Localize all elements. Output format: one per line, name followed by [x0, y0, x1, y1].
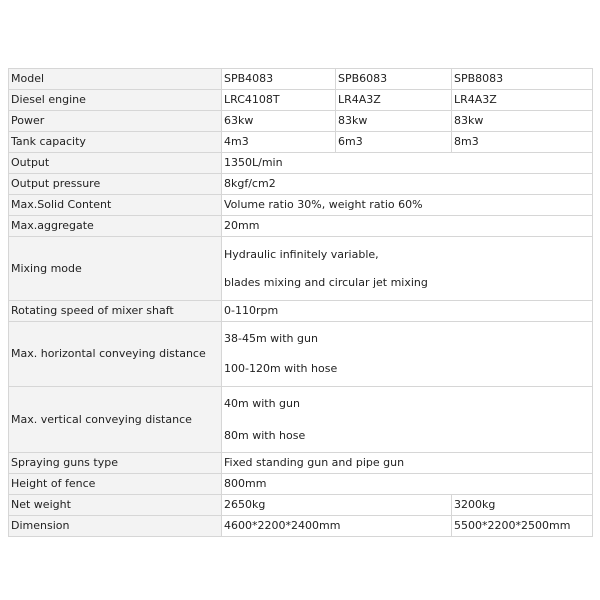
- mixing-mode-label: Mixing mode: [9, 237, 222, 301]
- mixing-mode-value: [222, 237, 593, 301]
- mixing-mode-line-1: Hydraulic infinitely variable,: [224, 247, 379, 261]
- max-horizontal-value: [222, 322, 593, 387]
- diesel-engine-col3: LR4A3Z: [452, 90, 593, 111]
- power-col2: 83kw: [336, 111, 452, 132]
- rotating-speed-label: Rotating speed of mixer shaft: [9, 301, 222, 322]
- model-label: Model: [9, 69, 222, 90]
- model-spb6083: SPB6083: [336, 69, 452, 90]
- table-row-output-pressure: [9, 174, 593, 195]
- tank-capacity-col3: 8m3: [452, 132, 593, 153]
- max-horizontal-label: Max. horizontal conveying distance: [9, 322, 222, 387]
- table-row-mixing-mode: [9, 237, 593, 301]
- table-row-max-aggregate: [9, 216, 593, 237]
- table-row-rotating-speed: [9, 301, 593, 322]
- max-vertical-line-1: 40m with gun: [224, 396, 300, 410]
- table-row-diesel-engine: [9, 90, 593, 111]
- power-col3: 83kw: [452, 111, 593, 132]
- height-of-fence-value: 800mm: [222, 474, 593, 495]
- dimension-label: Dimension: [9, 516, 222, 537]
- table-row-max-solid-content: [9, 195, 593, 216]
- spraying-guns-value: Fixed standing gun and pipe gun: [222, 453, 593, 474]
- dimension-col12: 4600*2200*2400mm: [222, 516, 452, 537]
- max-vertical-line-2: 80m with hose: [224, 428, 306, 442]
- table-row-max-vertical: [9, 387, 593, 453]
- output-pressure-label: Output pressure: [9, 174, 222, 195]
- tank-capacity-col2: 6m3: [336, 132, 452, 153]
- table-row-dimension: [9, 516, 593, 537]
- max-horizontal-line-2: 100-120m with hose: [224, 362, 338, 375]
- power-col1: 63kw: [222, 111, 336, 132]
- table-row-power: [9, 111, 593, 132]
- diesel-engine-label: Diesel engine: [9, 90, 222, 111]
- table-row-max-horizontal: [9, 322, 593, 387]
- max-vertical-label: Max. vertical conveying distance: [9, 387, 222, 453]
- tank-capacity-col1: 4m3: [222, 132, 336, 153]
- tank-capacity-label: Tank capacity: [9, 132, 222, 153]
- spraying-guns-label: Spraying guns type: [9, 453, 222, 474]
- max-horizontal-line-1: 38-45m with gun: [224, 332, 318, 345]
- max-aggregate-value: 20mm: [222, 216, 593, 237]
- table-row-net-weight: [9, 495, 593, 516]
- max-aggregate-label: Max.aggregate: [9, 216, 222, 237]
- diesel-engine-col1: LRC4108T: [222, 90, 336, 111]
- model-spb8083: SPB8083: [452, 69, 593, 90]
- table-row-output: [9, 153, 593, 174]
- table-row-spraying-guns: [9, 453, 593, 474]
- net-weight-label: Net weight: [9, 495, 222, 516]
- table-row-model: [9, 69, 593, 90]
- table-row-tank-capacity: [9, 132, 593, 153]
- diesel-engine-col2: LR4A3Z: [336, 90, 452, 111]
- net-weight-col3: 3200kg: [452, 495, 593, 516]
- power-label: Power: [9, 111, 222, 132]
- max-solid-content-label: Max.Solid Content: [9, 195, 222, 216]
- max-solid-content-value: Volume ratio 30%, weight ratio 60%: [222, 195, 593, 216]
- rotating-speed-value: 0-110rpm: [222, 301, 593, 322]
- output-value: 1350L/min: [222, 153, 593, 174]
- max-vertical-value: [222, 387, 593, 453]
- spec-table: [8, 68, 593, 537]
- table-row-height-of-fence: [9, 474, 593, 495]
- mixing-mode-line-2: blades mixing and circular jet mixing: [224, 275, 428, 289]
- net-weight-col12: 2650kg: [222, 495, 452, 516]
- model-spb4083: SPB4083: [222, 69, 336, 90]
- output-label: Output: [9, 153, 222, 174]
- height-of-fence-label: Height of fence: [9, 474, 222, 495]
- output-pressure-value: 8kgf/cm2: [222, 174, 593, 195]
- dimension-col3: 5500*2200*2500mm: [452, 516, 593, 537]
